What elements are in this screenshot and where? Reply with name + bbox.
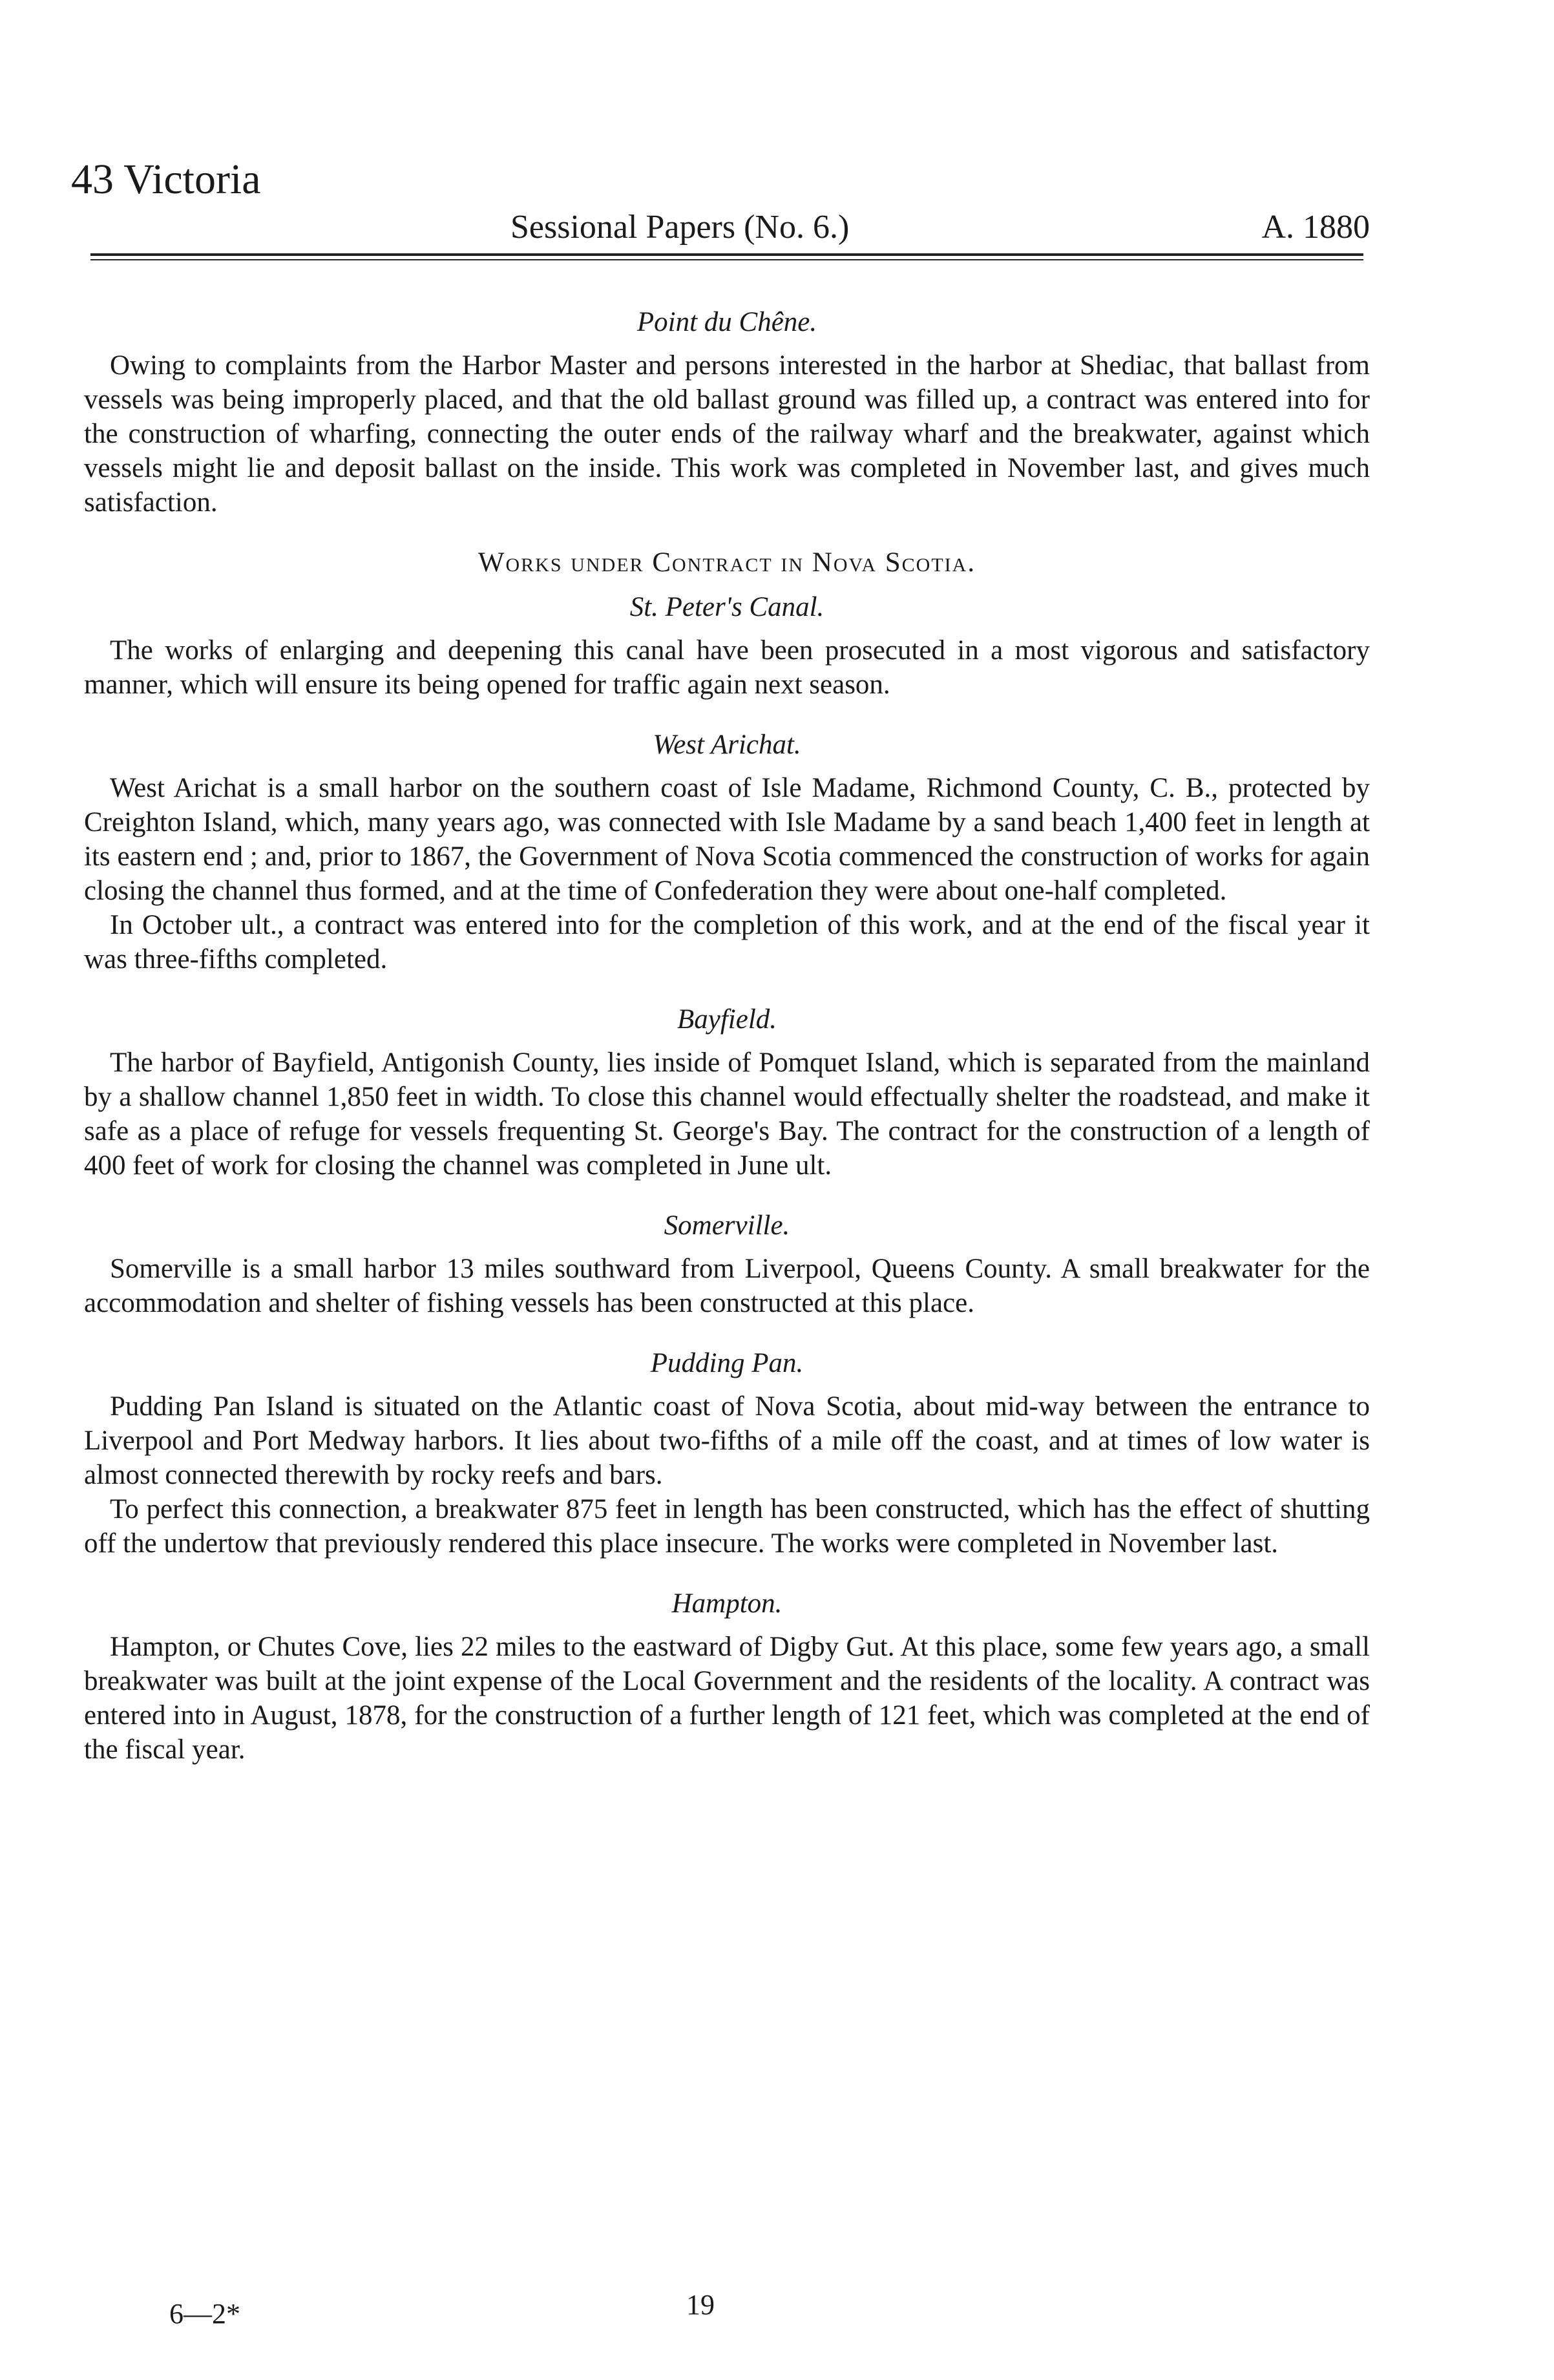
section-west-arichat <box>84 728 1370 976</box>
section-heading: Works under Contract in Nova Scotia. <box>478 547 976 578</box>
signature-mark: 6—2* <box>169 2298 240 2330</box>
section-title: Point du Chêne. <box>636 307 817 337</box>
paragraph: To perfect this connection, a breakwater 875 feet in length has been constructed, which has the effect of shutting off the undertow that previously rendered this place insecure. The works were completed in November last. <box>84 1494 1370 1559</box>
header-year: A. 1880 <box>1261 209 1370 246</box>
paragraph: Pudding Pan Island is situated on the Atlantic coast of Nova Scotia, about mid-way between the entrance to Liverpool and Port Medway harbors. It lies about two-fifths of a mile off the coast, and at times of low water is almost connected therewith by rocky reefs and bars. <box>84 1391 1370 1490</box>
paragraph: Hampton, or Chutes Cove, lies 22 miles to the eastward of Digby Gut. At this place, some few years ago, a small breakwater was built at the joint expense of the Local Government and the residents of the locality. A contract was entered into in August, 1878, for the construction of a further length of 121 feet, which was completed at the end of the fiscal year. <box>84 1632 1370 1765</box>
section-pudding-pan <box>84 1346 1370 1561</box>
section-title: St. Peter's Canal. <box>629 592 824 622</box>
section-title: Pudding Pan. <box>650 1348 804 1378</box>
section-title: West Arichat. <box>653 730 801 760</box>
page-footer <box>169 2289 1397 2336</box>
running-header <box>71 155 1370 246</box>
section-st-peters-canal <box>84 590 1370 702</box>
paragraph: The harbor of Bayfield, Antigonish County, lies inside of Pomquet Island, which is separated from the mainland by a shallow channel 1,850 feet in width. To close this channel would effectually shelter the roadstead, and make it safe as a place of refuge for vessels frequenting St. George's Bay. The contract for the construction of a length of 400 feet of work for closing the channel was completed in June ult. <box>84 1048 1370 1181</box>
paragraph: Owing to complaints from the Harbor Master and persons interested in the harbor at Shediac, that ballast from vessels was being improperly placed, and that the old ballast ground was filled up, a contract was entered into for the construction of wharfing, connecting the outer ends of the railway wharf and the breakwater, against which vessels might lie and deposit ballast on the inside. This work was completed in November last, and gives much satisfaction. <box>84 350 1370 518</box>
page-content <box>84 299 1370 1786</box>
paragraph: The works of enlarging and deepening this canal have been prosecuted in a most vigorous and satisfactory manner, which will ensure its being opened for traffic again next season. <box>84 635 1370 700</box>
section-bayfield <box>84 1002 1370 1183</box>
header-rule <box>90 253 1363 256</box>
paragraph: West Arichat is a small harbor on the southern coast of Isle Madame, Richmond County, C. B., protected by Creighton Island, which, many years ago, was connected with Isle Madame by a sand beach 1,400 feet in length at its eastern end ; and, prior to 1867, the Government of Nova Scotia commenced the construction of works for again closing the channel thus formed, and at the time of Confederation they were about one-half completed. <box>84 773 1370 906</box>
section-point-du-chene <box>84 305 1370 520</box>
page-number: 19 <box>686 2289 715 2321</box>
section-title: Bayfield. <box>677 1004 777 1035</box>
section-title: Somerville. <box>664 1210 790 1241</box>
section-hampton <box>84 1586 1370 1767</box>
paragraph: Somerville is a small harbor 13 miles southward from Liverpool, Queens County. A small breakwater for the accommodation and shelter of fishing vessels has been constructed at this place. <box>84 1254 1370 1318</box>
header-rule-thin <box>90 259 1363 260</box>
header-title: Sessional Papers (No. 6.) <box>510 209 850 246</box>
paragraph: In October ult., a contract was entered into for the completion of this work, and at the end of the fiscal year it was three-fifths completed. <box>84 910 1370 974</box>
header-volume: 43 Victoria <box>71 156 261 203</box>
section-title: Hampton. <box>671 1588 782 1619</box>
section-somerville <box>84 1208 1370 1320</box>
